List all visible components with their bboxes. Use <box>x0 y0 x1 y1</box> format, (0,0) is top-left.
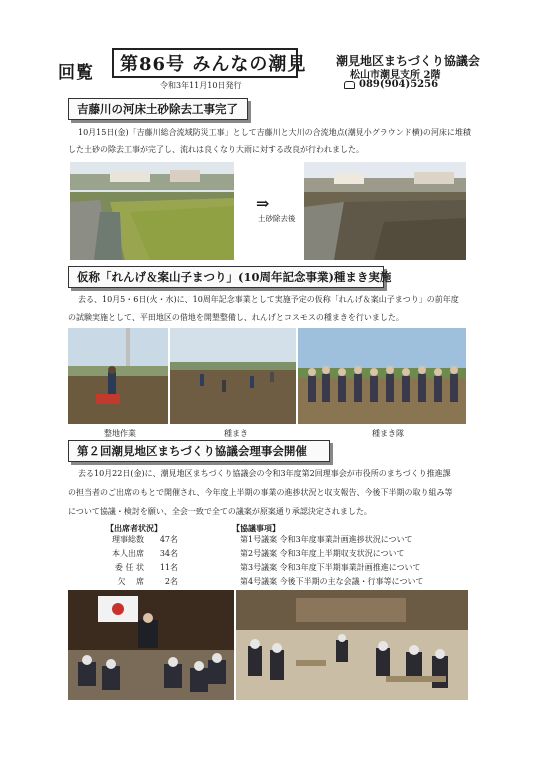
section1-body-line1: 10月15日(金)「吉藤川総合流域防災工事」として吉藤川と大川の合流地点(潮見小グラウンド横)の河床に堆積 <box>78 128 471 137</box>
issue-date: 令和3年11月10日発行 <box>160 81 242 90</box>
organization-name: 潮見地区まちづくり協議会 <box>336 54 480 68</box>
attendance-label: 本人出席 <box>112 549 144 558</box>
section2-heading-text: 仮称「れんげ＆案山子まつり」(10周年記念事業)種まき実施 <box>77 270 392 284</box>
agenda-item: 第4号議案 今後下半期の主な会議・行事等について <box>240 577 424 586</box>
phone-icon <box>344 81 355 89</box>
section1-body-line2: した土砂の除去工事が完了し、流れは良くなり大雨に対する改良が行われました。 <box>68 145 364 154</box>
attendance-row <box>90 534 178 545</box>
agenda-item: 第3号議案 令和3年度下半期事業計画推進について <box>240 563 421 572</box>
photo-seeding <box>170 328 296 424</box>
caption-land-preparation: 整地作業 <box>104 429 136 438</box>
agenda-heading: 【協議事項】 <box>232 523 280 533</box>
attendance-label: 欠 席 <box>117 577 144 586</box>
section3-heading-text: 第２回潮見地区まちづくり協議会理事会開催 <box>77 444 307 458</box>
caption-seeding: 種まき <box>224 429 248 438</box>
agenda-list <box>240 534 423 587</box>
section3-body-line1: 去る10月22日(金)に、潮見地区まちづくり協議会の令和3年度第2回理事会が市役所のまちづくり推進課 <box>78 469 451 478</box>
organization-address: 松山市潮見支所 2階 <box>350 70 441 81</box>
photo-land-preparation <box>68 328 168 424</box>
section1-heading <box>68 98 248 120</box>
attendance-count: 2名 <box>164 577 178 586</box>
photo-seeding-team <box>298 328 466 424</box>
phone-number: 089(904)5256 <box>359 79 439 90</box>
attendance-row <box>90 576 178 587</box>
section3-heading <box>68 440 330 462</box>
attendance-label: 理事総数 <box>112 535 144 544</box>
newsletter-title: 第86号 みんなの潮見 <box>120 54 307 75</box>
attendance-row <box>90 548 178 559</box>
section3-body-line3: について協議・検討を願い、全会一致で全ての議案が原案通り承認決定されました。 <box>68 507 372 516</box>
attendance-count: 47名 <box>159 535 178 544</box>
attendance-label: 委 任 状 <box>114 563 144 572</box>
newsletter-title-box <box>112 48 307 78</box>
caption-seeding-team: 種まき隊 <box>372 429 404 438</box>
arrow-right-icon: ⇒ <box>256 194 270 213</box>
attendance-count: 34名 <box>159 549 178 558</box>
arrow-caption: 土砂除去後 <box>258 214 296 223</box>
section2-body-line1: 去る、10月5・6日(火・水)に、10周年記念事業として実施予定の仮称「れんげ＆案山子まつり」の前年度 <box>78 295 459 304</box>
circular-label: 回覧 <box>58 63 94 83</box>
organization-phone <box>344 79 438 90</box>
section2-heading <box>68 266 392 288</box>
photo-river-after <box>304 162 466 260</box>
section3-body-line2: の担当者のご出席のもとで開催され、今年度上半期の事業の進捗状況と収支報告、今後下半期の取り組み等 <box>68 488 453 497</box>
photo-river-before <box>70 162 234 260</box>
attendance-list <box>90 534 178 587</box>
section1-heading-text: 吉藤川の河床土砂除去工事完了 <box>77 102 238 116</box>
attendance-row <box>90 562 178 573</box>
agenda-item: 第2号議案 令和3年度上半期収支状況について <box>240 549 405 558</box>
attendance-heading: 【出席者状況】 <box>106 523 162 533</box>
photo-board-meeting-hall <box>236 590 468 700</box>
photo-board-meeting-front <box>68 590 234 700</box>
section2-body-line2: の試験実施として、平田地区の借地を開墾整備し、れんげとコスモスの種まきを行いました。 <box>68 313 404 322</box>
attendance-count: 11名 <box>159 563 178 572</box>
agenda-item: 第1号議案 令和3年度事業計画進捗状況について <box>240 535 413 544</box>
